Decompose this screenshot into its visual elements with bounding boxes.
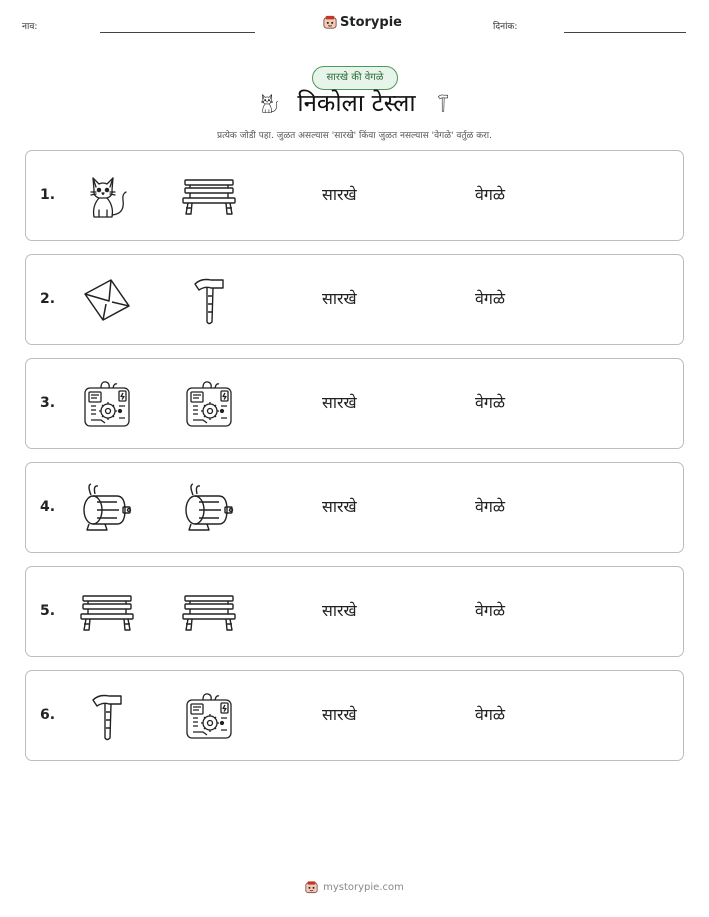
electric-motor-icon xyxy=(79,482,135,534)
same-option[interactable]: सारखे xyxy=(322,497,357,516)
name-label: नाव: xyxy=(22,22,38,32)
same-option[interactable]: सारखे xyxy=(322,601,357,620)
question-row xyxy=(25,462,684,553)
cat-icon xyxy=(77,170,133,222)
circuit-board-icon xyxy=(181,378,237,430)
circuit-board-icon xyxy=(79,378,135,430)
brand-logo xyxy=(323,14,402,30)
name-line xyxy=(100,32,255,33)
date-line xyxy=(564,32,686,33)
question-row xyxy=(25,254,684,345)
question-row xyxy=(25,566,684,657)
different-option[interactable]: वेगळे xyxy=(475,393,506,412)
envelope-icon xyxy=(79,274,135,326)
cat-icon xyxy=(255,90,281,116)
question-number: 2. xyxy=(40,291,56,307)
question-row xyxy=(25,150,684,241)
different-option[interactable]: वेगळे xyxy=(475,601,506,620)
different-option[interactable]: वेगळे xyxy=(475,185,506,204)
question-number: 6. xyxy=(40,707,56,723)
bench-icon xyxy=(79,586,135,638)
question-row xyxy=(25,670,684,761)
title-row xyxy=(0,86,709,119)
worksheet-header xyxy=(0,14,709,38)
date-label: दिनांक: xyxy=(493,22,518,32)
circuit-board-icon xyxy=(181,690,237,742)
brand-name: Storypie xyxy=(340,14,402,30)
same-option[interactable]: सारखे xyxy=(322,289,357,308)
question-number: 5. xyxy=(40,603,56,619)
question-number: 3. xyxy=(40,395,56,411)
footer xyxy=(0,880,709,894)
storypie-mascot-icon xyxy=(305,880,318,894)
page-title: निकोला टेस्ला xyxy=(297,89,416,117)
electric-motor-icon xyxy=(181,482,237,534)
bench-icon xyxy=(181,170,237,222)
hammer-icon xyxy=(432,90,454,116)
hammer-icon xyxy=(79,690,135,742)
question-row xyxy=(25,358,684,449)
different-option[interactable]: वेगळे xyxy=(475,705,506,724)
same-option[interactable]: सारखे xyxy=(322,705,357,724)
storypie-mascot-icon xyxy=(323,14,337,30)
same-option[interactable]: सारखे xyxy=(322,185,357,204)
topic-badge: सारखे की वेगळे xyxy=(312,66,398,90)
different-option[interactable]: वेगळे xyxy=(475,497,506,516)
footer-url[interactable]: mystorypie.com xyxy=(323,881,404,893)
question-number: 1. xyxy=(40,187,56,203)
same-option[interactable]: सारखे xyxy=(322,393,357,412)
question-number: 4. xyxy=(40,499,56,515)
different-option[interactable]: वेगळे xyxy=(475,289,506,308)
bench-icon xyxy=(181,586,237,638)
hammer-icon xyxy=(181,274,237,326)
instructions: प्रत्येक जोडी पहा. जुळत असल्यास 'सारखे' किंवा जुळत नसल्यास 'वेगळे' वर्तुळ करा. xyxy=(216,131,492,141)
